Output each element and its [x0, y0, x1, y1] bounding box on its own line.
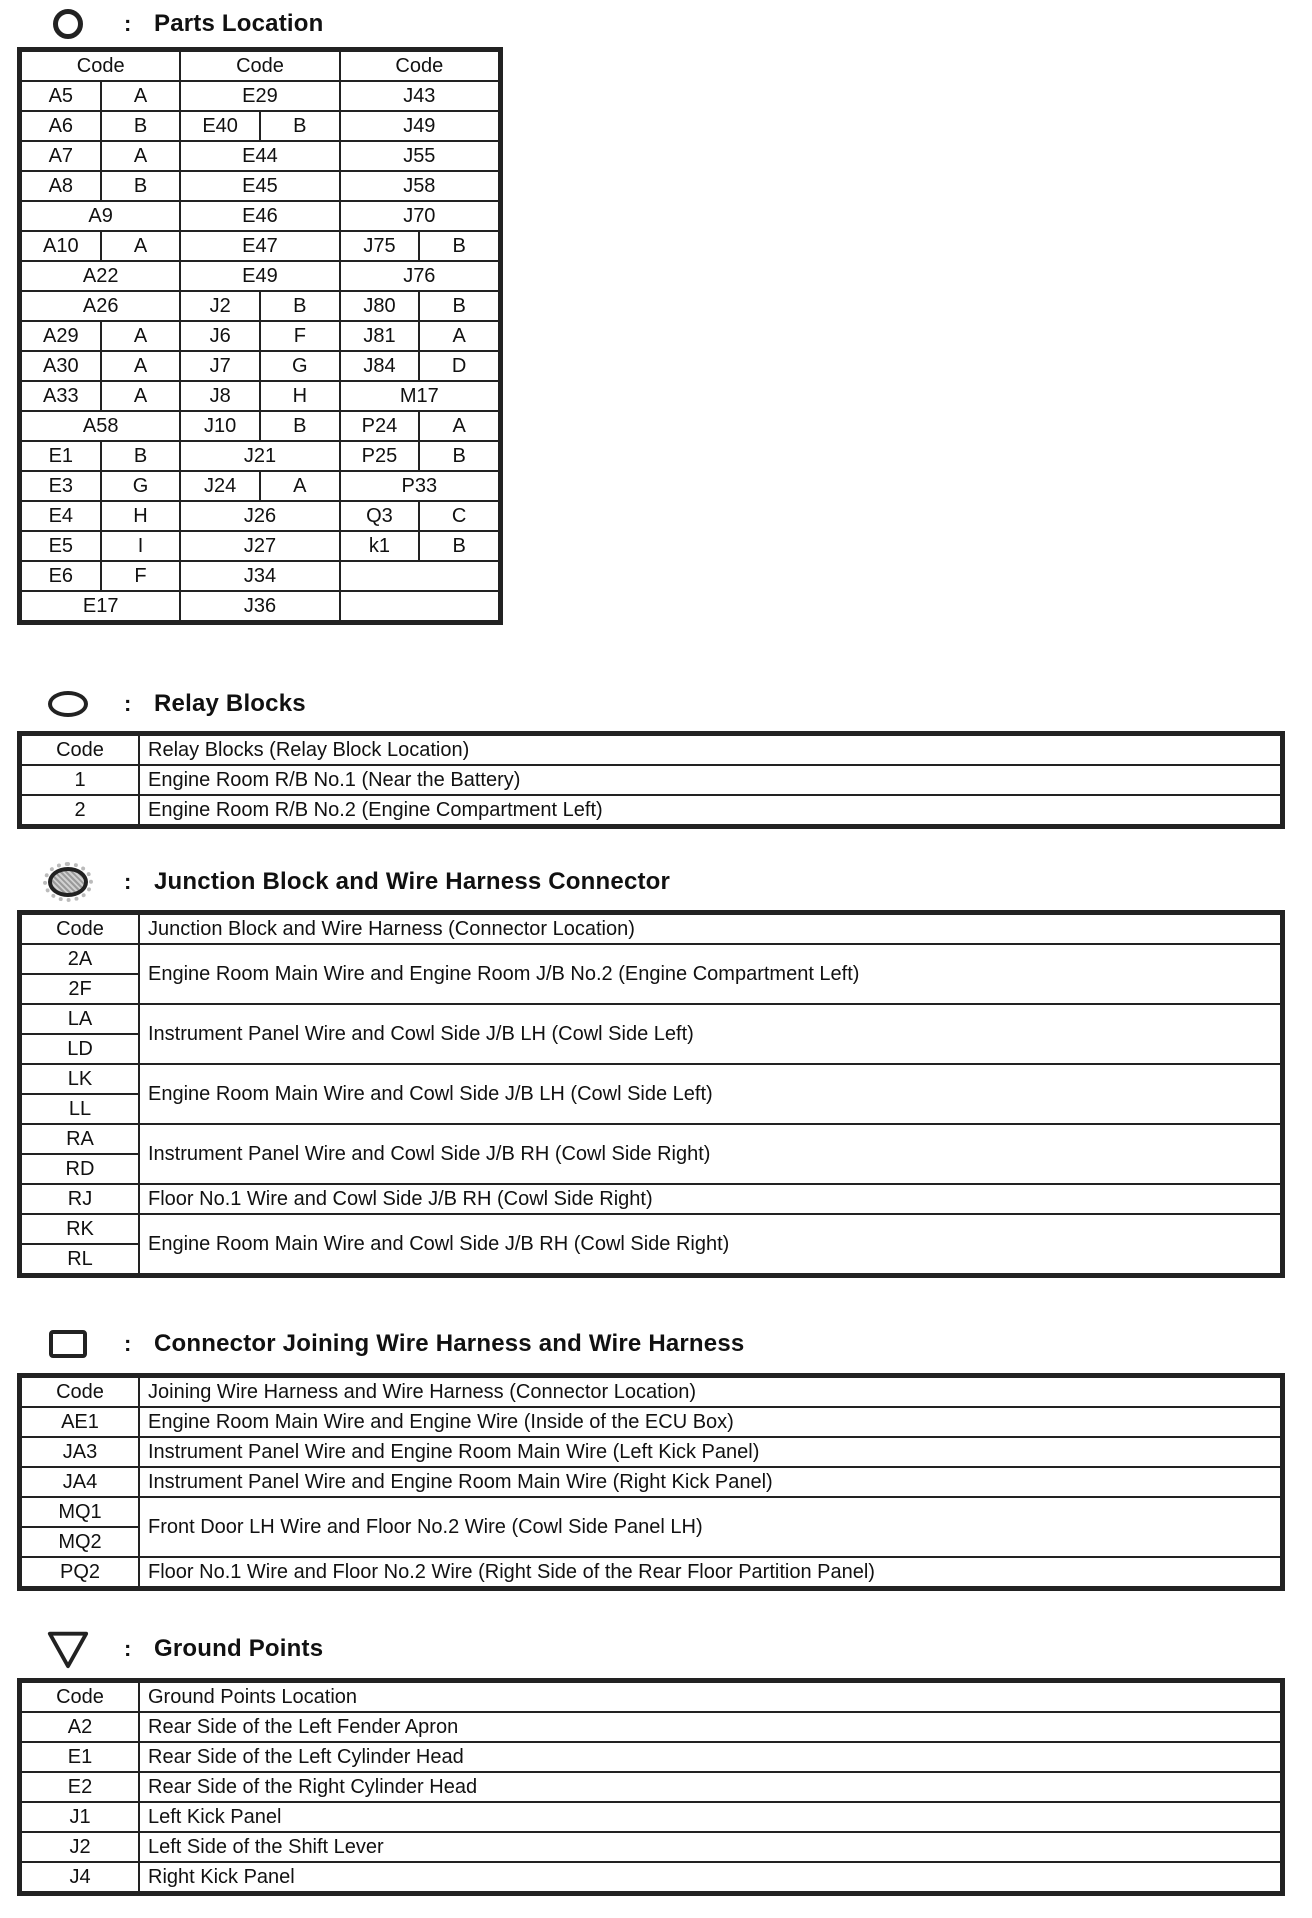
location-cell: Engine Room R/B No.1 (Near the Battery)	[139, 765, 1281, 795]
code-cell: 2	[21, 795, 139, 825]
part-code: J81	[340, 321, 420, 351]
colon: :	[124, 691, 132, 716]
part-code: J76	[340, 261, 499, 291]
location-cell: Engine Room Main Wire and Engine Wire (Inside of the ECU Box)	[139, 1407, 1281, 1437]
table-row	[21, 561, 499, 591]
triangle-icon	[46, 1629, 90, 1669]
part-location-letter: A	[101, 81, 181, 111]
table-row	[21, 231, 499, 261]
part-code: J6	[180, 321, 260, 351]
part-location-letter: F	[260, 321, 340, 351]
section-title: Relay Blocks	[154, 690, 306, 717]
section-title: Junction Block and Wire Harness Connector	[154, 868, 671, 895]
location-cell: Rear Side of the Right Cylinder Head	[139, 1772, 1281, 1802]
part-code	[340, 591, 499, 621]
table-header-row	[21, 735, 1281, 765]
part-code: A26	[21, 291, 180, 321]
section-title: Ground Points	[154, 1635, 324, 1662]
table-header-row	[21, 914, 1281, 944]
part-location-letter: B	[419, 531, 499, 561]
part-location-letter: H	[260, 381, 340, 411]
part-code: E40	[180, 111, 260, 141]
code-cell: MQ1	[21, 1497, 139, 1527]
ground-points-table	[20, 1681, 1282, 1893]
part-location-letter: B	[260, 111, 340, 141]
location-cell: Instrument Panel Wire and Engine Room Main Wire (Left Kick Panel)	[139, 1437, 1281, 1467]
colon: :	[124, 1636, 132, 1661]
part-location-letter: D	[419, 351, 499, 381]
table-row	[21, 1772, 1281, 1802]
code-cell: J4	[21, 1862, 139, 1892]
table-row	[21, 1124, 1281, 1154]
part-code: P24	[340, 411, 420, 441]
table-row	[21, 531, 499, 561]
section-title: Parts Location	[154, 10, 324, 37]
code-cell: 1	[21, 765, 139, 795]
part-code: A33	[21, 381, 101, 411]
part-code: J49	[340, 111, 499, 141]
code-cell: LA	[21, 1004, 139, 1034]
part-code: A8	[21, 171, 101, 201]
table-row	[21, 81, 499, 111]
column-header: Code	[21, 51, 180, 81]
table-row	[21, 321, 499, 351]
part-code: E17	[21, 591, 180, 621]
part-code: J58	[340, 171, 499, 201]
part-code: P25	[340, 441, 420, 471]
section-title: Connector Joining Wire Harness and Wire Harness	[154, 1330, 745, 1357]
table-row	[21, 1742, 1281, 1772]
location-cell: Floor No.1 Wire and Cowl Side J/B RH (Cowl Side Right)	[139, 1184, 1281, 1214]
part-location-letter: G	[260, 351, 340, 381]
part-code: E46	[180, 201, 339, 231]
table-row	[21, 411, 499, 441]
table-row	[21, 441, 499, 471]
table-row	[21, 591, 499, 621]
table-row	[21, 201, 499, 231]
code-cell: MQ2	[21, 1527, 139, 1557]
location-cell: Instrument Panel Wire and Cowl Side J/B RH (Cowl Side Right)	[139, 1124, 1281, 1184]
table-row	[21, 795, 1281, 825]
oval-icon	[46, 684, 90, 724]
table-row	[21, 1184, 1281, 1214]
part-location-letter: B	[260, 291, 340, 321]
part-code: J80	[340, 291, 420, 321]
table-row	[21, 111, 499, 141]
part-location-letter: A	[419, 321, 499, 351]
part-location-letter: C	[419, 501, 499, 531]
location-cell: Left Side of the Shift Lever	[139, 1832, 1281, 1862]
code-column-header: Code	[21, 1377, 139, 1407]
table-row	[21, 1467, 1281, 1497]
junction-block-table	[20, 913, 1282, 1275]
code-cell: RD	[21, 1154, 139, 1184]
code-cell: E2	[21, 1772, 139, 1802]
table-row	[21, 1064, 1281, 1094]
part-location-letter: A	[101, 321, 181, 351]
table-header-row	[21, 1682, 1281, 1712]
location-column-header: Relay Blocks (Relay Block Location)	[139, 735, 1281, 765]
part-code: J34	[180, 561, 339, 591]
part-code: A7	[21, 141, 101, 171]
part-code: E47	[180, 231, 339, 261]
code-cell: JA4	[21, 1467, 139, 1497]
table-row	[21, 291, 499, 321]
table-row	[21, 765, 1281, 795]
location-column-header: Junction Block and Wire Harness (Connector Location)	[139, 914, 1281, 944]
code-cell: RJ	[21, 1184, 139, 1214]
part-code: E29	[180, 81, 339, 111]
code-cell: JA3	[21, 1437, 139, 1467]
table-row	[21, 1407, 1281, 1437]
part-code: E6	[21, 561, 101, 591]
code-cell: A2	[21, 1712, 139, 1742]
code-cell: E1	[21, 1742, 139, 1772]
code-column-header: Code	[21, 1682, 139, 1712]
connector-joining-table	[20, 1376, 1282, 1588]
location-cell: Engine Room Main Wire and Engine Room J/B No.2 (Engine Compartment Left)	[139, 944, 1281, 1004]
location-cell: Front Door LH Wire and Floor No.2 Wire (Cowl Side Panel LH)	[139, 1497, 1281, 1557]
part-code: A22	[21, 261, 180, 291]
table-row	[21, 351, 499, 381]
table-row	[21, 1712, 1281, 1742]
column-header: Code	[180, 51, 339, 81]
part-location-letter: F	[101, 561, 181, 591]
code-cell: RA	[21, 1124, 139, 1154]
part-code: E3	[21, 471, 101, 501]
part-code: E45	[180, 171, 339, 201]
part-code: J24	[180, 471, 260, 501]
part-location-letter: A	[101, 351, 181, 381]
code-cell: LK	[21, 1064, 139, 1094]
table-row	[21, 1862, 1281, 1892]
part-location-letter: B	[419, 441, 499, 471]
junction-block-header	[46, 862, 670, 902]
part-code: J27	[180, 531, 339, 561]
location-cell: Instrument Panel Wire and Cowl Side J/B LH (Cowl Side Left)	[139, 1004, 1281, 1064]
location-cell: Engine Room Main Wire and Cowl Side J/B RH (Cowl Side Right)	[139, 1214, 1281, 1274]
rectangle-icon	[46, 1324, 90, 1364]
location-cell: Right Kick Panel	[139, 1862, 1281, 1892]
ground-points-header	[46, 1629, 323, 1669]
location-column-header: Joining Wire Harness and Wire Harness (Connector Location)	[139, 1377, 1281, 1407]
part-code: A6	[21, 111, 101, 141]
table-row	[21, 1557, 1281, 1587]
part-code: J55	[340, 141, 499, 171]
colon: :	[124, 11, 132, 36]
code-cell: LD	[21, 1034, 139, 1064]
part-code: J8	[180, 381, 260, 411]
relay-blocks-header	[46, 684, 306, 724]
part-code: J10	[180, 411, 260, 441]
code-cell: RK	[21, 1214, 139, 1244]
table-row	[21, 1497, 1281, 1527]
part-location-letter: I	[101, 531, 181, 561]
table-row	[21, 1004, 1281, 1034]
part-code: J70	[340, 201, 499, 231]
part-code: E44	[180, 141, 339, 171]
shaded-oval-icon	[46, 862, 90, 902]
part-code: E4	[21, 501, 101, 531]
table-header-row	[21, 51, 499, 81]
part-code: Q3	[340, 501, 420, 531]
part-location-letter: B	[260, 411, 340, 441]
part-location-letter: A	[419, 411, 499, 441]
parts-location-header	[46, 4, 324, 44]
code-cell: RL	[21, 1244, 139, 1274]
table-row	[21, 1437, 1281, 1467]
code-cell: AE1	[21, 1407, 139, 1437]
part-code: E5	[21, 531, 101, 561]
part-code: J7	[180, 351, 260, 381]
code-cell: J1	[21, 1802, 139, 1832]
table-row	[21, 471, 499, 501]
table-row	[21, 1214, 1281, 1244]
part-location-letter: B	[101, 111, 181, 141]
table-row	[21, 501, 499, 531]
column-header: Code	[340, 51, 499, 81]
parts-location-table	[20, 50, 500, 622]
part-code: J2	[180, 291, 260, 321]
code-column-header: Code	[21, 735, 139, 765]
location-cell: Left Kick Panel	[139, 1802, 1281, 1832]
part-location-letter: B	[419, 231, 499, 261]
part-code: k1	[340, 531, 420, 561]
part-location-letter: A	[101, 231, 181, 261]
table-row	[21, 381, 499, 411]
part-code: A29	[21, 321, 101, 351]
location-cell: Floor No.1 Wire and Floor No.2 Wire (Right Side of the Rear Floor Partition Panel)	[139, 1557, 1281, 1587]
part-location-letter: B	[419, 291, 499, 321]
location-cell: Engine Room Main Wire and Cowl Side J/B LH (Cowl Side Left)	[139, 1064, 1281, 1124]
code-cell: LL	[21, 1094, 139, 1124]
part-code: A30	[21, 351, 101, 381]
part-code: A58	[21, 411, 180, 441]
part-code: A9	[21, 201, 180, 231]
location-cell: Engine Room R/B No.2 (Engine Compartment Left)	[139, 795, 1281, 825]
part-code: M17	[340, 381, 499, 411]
table-row	[21, 261, 499, 291]
part-code: E49	[180, 261, 339, 291]
circle-icon	[46, 4, 90, 44]
part-code	[340, 561, 499, 591]
part-code: J43	[340, 81, 499, 111]
part-code: A10	[21, 231, 101, 261]
part-location-letter: H	[101, 501, 181, 531]
part-location-letter: G	[101, 471, 181, 501]
part-code: J75	[340, 231, 420, 261]
part-code: P33	[340, 471, 499, 501]
table-header-row	[21, 1377, 1281, 1407]
table-row	[21, 1802, 1281, 1832]
colon: :	[124, 869, 132, 894]
part-location-letter: A	[260, 471, 340, 501]
colon: :	[124, 1331, 132, 1356]
part-code: J26	[180, 501, 339, 531]
code-cell: 2A	[21, 944, 139, 974]
location-column-header: Ground Points Location	[139, 1682, 1281, 1712]
location-cell: Rear Side of the Left Fender Apron	[139, 1712, 1281, 1742]
table-row	[21, 944, 1281, 974]
table-row	[21, 1832, 1281, 1862]
code-cell: J2	[21, 1832, 139, 1862]
part-location-letter: A	[101, 381, 181, 411]
part-code: E1	[21, 441, 101, 471]
part-location-letter: A	[101, 141, 181, 171]
table-row	[21, 171, 499, 201]
part-location-letter: B	[101, 441, 181, 471]
code-column-header: Code	[21, 914, 139, 944]
location-cell: Rear Side of the Left Cylinder Head	[139, 1742, 1281, 1772]
code-cell: 2F	[21, 974, 139, 1004]
part-code: J36	[180, 591, 339, 621]
relay-blocks-table	[20, 734, 1282, 826]
part-code: J21	[180, 441, 339, 471]
location-cell: Instrument Panel Wire and Engine Room Main Wire (Right Kick Panel)	[139, 1467, 1281, 1497]
part-code: J84	[340, 351, 420, 381]
connector-joining-header	[46, 1324, 744, 1364]
code-cell: PQ2	[21, 1557, 139, 1587]
part-code: A5	[21, 81, 101, 111]
table-row	[21, 141, 499, 171]
part-location-letter: B	[101, 171, 181, 201]
